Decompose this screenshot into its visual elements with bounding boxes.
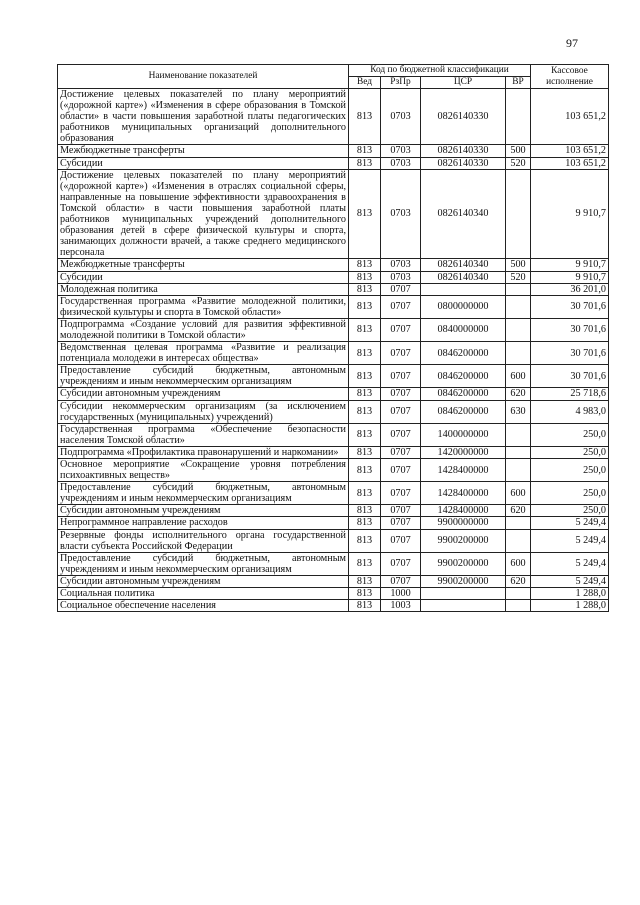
row-csr: 0826140340 bbox=[421, 259, 506, 271]
row-name: Субсидии автономным учреждениям bbox=[58, 388, 349, 400]
row-amount: 30 701,6 bbox=[531, 295, 609, 318]
row-vr: 600 bbox=[506, 552, 531, 575]
row-vr: 600 bbox=[506, 365, 531, 388]
row-name: Молодежная политика bbox=[58, 283, 349, 295]
row-name: Достижение целевых показателей по плану мероприятий («дорожной карте») «Изменения в отраслях социальной сферы, направленные на повышение эффективности здравоохранения в Томской области» в части повышения заработной платы работников муниципальных учреждений дополнительного образования детей в сфере физической культуры и спорта, занимающих должности врачей, а также среднего медицинского персонала bbox=[58, 169, 349, 259]
row-ved: 813 bbox=[349, 446, 381, 458]
page-number: 97 bbox=[566, 36, 578, 50]
header-cash: Кассовое исполнение bbox=[531, 65, 609, 89]
row-amount: 30 701,6 bbox=[531, 365, 609, 388]
table-row bbox=[58, 505, 609, 517]
row-vr bbox=[506, 459, 531, 482]
row-ved: 813 bbox=[349, 271, 381, 283]
row-amount: 1 288,0 bbox=[531, 600, 609, 612]
row-amount: 4 983,0 bbox=[531, 400, 609, 423]
row-vr: 520 bbox=[506, 271, 531, 283]
row-csr: 0846200000 bbox=[421, 342, 506, 365]
row-name: Достижение целевых показателей по плану мероприятий («дорожной карте») «Изменения в сфере образования в Томской области» в части повышения заработной платы педагогических работников муниципальных организаций дополнительного образования bbox=[58, 89, 349, 145]
row-amount: 103 651,2 bbox=[531, 145, 609, 157]
row-vr bbox=[506, 600, 531, 612]
row-vr: 500 bbox=[506, 259, 531, 271]
row-rzpr: 0707 bbox=[381, 423, 421, 446]
row-amount: 103 651,2 bbox=[531, 157, 609, 169]
table-body bbox=[58, 89, 609, 612]
row-amount: 30 701,6 bbox=[531, 342, 609, 365]
row-name: Непрограммное направление расходов bbox=[58, 517, 349, 529]
row-vr: 620 bbox=[506, 388, 531, 400]
row-name: Социальная политика bbox=[58, 588, 349, 600]
row-vr bbox=[506, 169, 531, 259]
header-name: Наименование показателей bbox=[58, 65, 349, 89]
row-csr: 1428400000 bbox=[421, 459, 506, 482]
row-rzpr: 0703 bbox=[381, 89, 421, 145]
table-row bbox=[58, 482, 609, 505]
table-row bbox=[58, 283, 609, 295]
table-row bbox=[58, 400, 609, 423]
table-row bbox=[58, 365, 609, 388]
row-csr: 0800000000 bbox=[421, 295, 506, 318]
row-rzpr: 0703 bbox=[381, 157, 421, 169]
row-csr: 9900200000 bbox=[421, 552, 506, 575]
row-amount: 9 910,7 bbox=[531, 259, 609, 271]
row-rzpr: 0707 bbox=[381, 529, 421, 552]
row-rzpr: 0707 bbox=[381, 400, 421, 423]
header-ved: Вед bbox=[349, 77, 381, 89]
row-rzpr: 1003 bbox=[381, 600, 421, 612]
row-ved: 813 bbox=[349, 459, 381, 482]
row-ved: 813 bbox=[349, 169, 381, 259]
row-csr bbox=[421, 588, 506, 600]
row-name: Основное мероприятие «Сокращение уровня потребления психоактивных веществ» bbox=[58, 459, 349, 482]
row-amount: 250,0 bbox=[531, 459, 609, 482]
row-csr: 0826140330 bbox=[421, 157, 506, 169]
row-rzpr: 0703 bbox=[381, 169, 421, 259]
row-amount: 250,0 bbox=[531, 423, 609, 446]
row-rzpr: 0707 bbox=[381, 552, 421, 575]
row-ved: 813 bbox=[349, 145, 381, 157]
row-csr: 0846200000 bbox=[421, 400, 506, 423]
row-csr: 1428400000 bbox=[421, 505, 506, 517]
row-ved: 813 bbox=[349, 259, 381, 271]
row-vr: 620 bbox=[506, 505, 531, 517]
table-row bbox=[58, 271, 609, 283]
row-vr: 600 bbox=[506, 482, 531, 505]
row-vr: 520 bbox=[506, 157, 531, 169]
table-row bbox=[58, 89, 609, 145]
row-rzpr: 0707 bbox=[381, 575, 421, 587]
row-rzpr: 0707 bbox=[381, 365, 421, 388]
row-csr: 0846200000 bbox=[421, 365, 506, 388]
row-name: Субсидии bbox=[58, 271, 349, 283]
row-csr: 0826140330 bbox=[421, 89, 506, 145]
row-name: Ведомственная целевая программа «Развитие и реализация потенциала молодежи в интересах общества» bbox=[58, 342, 349, 365]
table-row bbox=[58, 145, 609, 157]
table-row bbox=[58, 600, 609, 612]
row-rzpr: 0707 bbox=[381, 482, 421, 505]
row-name: Предоставление субсидий бюджетным, автономным учреждениям и иным некоммерческим организациям bbox=[58, 365, 349, 388]
table-row bbox=[58, 423, 609, 446]
row-ved: 813 bbox=[349, 283, 381, 295]
row-csr: 0840000000 bbox=[421, 318, 506, 341]
row-csr: 1428400000 bbox=[421, 482, 506, 505]
row-amount: 250,0 bbox=[531, 505, 609, 517]
row-ved: 813 bbox=[349, 588, 381, 600]
row-csr: 0826140330 bbox=[421, 145, 506, 157]
table-row bbox=[58, 388, 609, 400]
row-ved: 813 bbox=[349, 295, 381, 318]
row-rzpr: 0707 bbox=[381, 517, 421, 529]
row-name: Государственная программа «Развитие молодежной политики, физической культуры и спорта в Томской области» bbox=[58, 295, 349, 318]
row-amount: 5 249,4 bbox=[531, 529, 609, 552]
row-name: Межбюджетные трансферты bbox=[58, 259, 349, 271]
header-rzpr: РзПр bbox=[381, 77, 421, 89]
row-rzpr: 0707 bbox=[381, 388, 421, 400]
row-rzpr: 0703 bbox=[381, 259, 421, 271]
header-code-group: Код по бюджетной классификации bbox=[349, 65, 531, 77]
row-rzpr: 0707 bbox=[381, 505, 421, 517]
row-rzpr: 0707 bbox=[381, 318, 421, 341]
row-amount: 5 249,4 bbox=[531, 552, 609, 575]
table-row bbox=[58, 575, 609, 587]
row-rzpr: 0707 bbox=[381, 459, 421, 482]
row-csr: 9900000000 bbox=[421, 517, 506, 529]
table-row bbox=[58, 459, 609, 482]
row-amount: 250,0 bbox=[531, 446, 609, 458]
row-rzpr: 0707 bbox=[381, 295, 421, 318]
row-csr: 0826140340 bbox=[421, 169, 506, 259]
row-rzpr: 0707 bbox=[381, 342, 421, 365]
row-ved: 813 bbox=[349, 318, 381, 341]
table-row bbox=[58, 342, 609, 365]
table-row bbox=[58, 259, 609, 271]
row-ved: 813 bbox=[349, 365, 381, 388]
row-csr: 1400000000 bbox=[421, 423, 506, 446]
row-csr bbox=[421, 600, 506, 612]
row-vr bbox=[506, 295, 531, 318]
row-ved: 813 bbox=[349, 552, 381, 575]
row-name: Государственная программа «Обеспечение безопасности населения Томской области» bbox=[58, 423, 349, 446]
row-vr bbox=[506, 588, 531, 600]
row-ved: 813 bbox=[349, 342, 381, 365]
row-csr: 0846200000 bbox=[421, 388, 506, 400]
row-rzpr: 1000 bbox=[381, 588, 421, 600]
row-ved: 813 bbox=[349, 482, 381, 505]
table-row bbox=[58, 552, 609, 575]
row-amount: 1 288,0 bbox=[531, 588, 609, 600]
row-vr bbox=[506, 423, 531, 446]
row-name: Предоставление субсидий бюджетным, автономным учреждениям и иным некоммерческим организациям bbox=[58, 482, 349, 505]
row-vr: 630 bbox=[506, 400, 531, 423]
row-ved: 813 bbox=[349, 388, 381, 400]
row-name: Межбюджетные трансферты bbox=[58, 145, 349, 157]
header-csr: ЦСР bbox=[421, 77, 506, 89]
row-rzpr: 0707 bbox=[381, 283, 421, 295]
table-row bbox=[58, 318, 609, 341]
row-name: Подпрограмма «Профилактика правонарушений и наркомании» bbox=[58, 446, 349, 458]
row-rzpr: 0707 bbox=[381, 446, 421, 458]
row-ved: 813 bbox=[349, 529, 381, 552]
header-vr: ВР bbox=[506, 77, 531, 89]
table-row bbox=[58, 588, 609, 600]
row-ved: 813 bbox=[349, 423, 381, 446]
row-amount: 25 718,6 bbox=[531, 388, 609, 400]
row-amount: 9 910,7 bbox=[531, 271, 609, 283]
row-ved: 813 bbox=[349, 575, 381, 587]
budget-table bbox=[57, 64, 609, 612]
row-ved: 813 bbox=[349, 517, 381, 529]
row-amount: 30 701,6 bbox=[531, 318, 609, 341]
row-amount: 103 651,2 bbox=[531, 89, 609, 145]
row-ved: 813 bbox=[349, 505, 381, 517]
row-csr: 1420000000 bbox=[421, 446, 506, 458]
row-vr bbox=[506, 517, 531, 529]
row-name: Подпрограмма «Создание условий для развития эффективной молодежной политики в Томской области» bbox=[58, 318, 349, 341]
table-row bbox=[58, 446, 609, 458]
row-amount: 9 910,7 bbox=[531, 169, 609, 259]
row-name: Субсидии bbox=[58, 157, 349, 169]
row-ved: 813 bbox=[349, 600, 381, 612]
row-amount: 250,0 bbox=[531, 482, 609, 505]
row-amount: 36 201,0 bbox=[531, 283, 609, 295]
table-row bbox=[58, 169, 609, 259]
row-name: Резервные фонды исполнительного органа государственной власти субъекта Российской Федерации bbox=[58, 529, 349, 552]
row-csr bbox=[421, 283, 506, 295]
row-amount: 5 249,4 bbox=[531, 517, 609, 529]
row-ved: 813 bbox=[349, 157, 381, 169]
row-vr bbox=[506, 283, 531, 295]
row-name: Социальное обеспечение населения bbox=[58, 600, 349, 612]
table-row bbox=[58, 295, 609, 318]
row-ved: 813 bbox=[349, 89, 381, 145]
row-name: Субсидии некоммерческим организациям (за исключением государственных (муниципальных) учреждений) bbox=[58, 400, 349, 423]
table-row bbox=[58, 157, 609, 169]
row-name: Субсидии автономным учреждениям bbox=[58, 505, 349, 517]
row-rzpr: 0703 bbox=[381, 271, 421, 283]
row-vr: 620 bbox=[506, 575, 531, 587]
row-ved: 813 bbox=[349, 400, 381, 423]
table-row bbox=[58, 517, 609, 529]
row-vr bbox=[506, 446, 531, 458]
row-vr: 500 bbox=[506, 145, 531, 157]
row-csr: 0826140340 bbox=[421, 271, 506, 283]
row-name: Субсидии автономным учреждениям bbox=[58, 575, 349, 587]
table-row bbox=[58, 529, 609, 552]
row-name: Предоставление субсидий бюджетным, автономным учреждениям и иным некоммерческим организациям bbox=[58, 552, 349, 575]
row-vr bbox=[506, 318, 531, 341]
row-rzpr: 0703 bbox=[381, 145, 421, 157]
row-vr bbox=[506, 342, 531, 365]
row-vr bbox=[506, 89, 531, 145]
row-amount: 5 249,4 bbox=[531, 575, 609, 587]
row-csr: 9900200000 bbox=[421, 529, 506, 552]
row-csr: 9900200000 bbox=[421, 575, 506, 587]
row-vr bbox=[506, 529, 531, 552]
